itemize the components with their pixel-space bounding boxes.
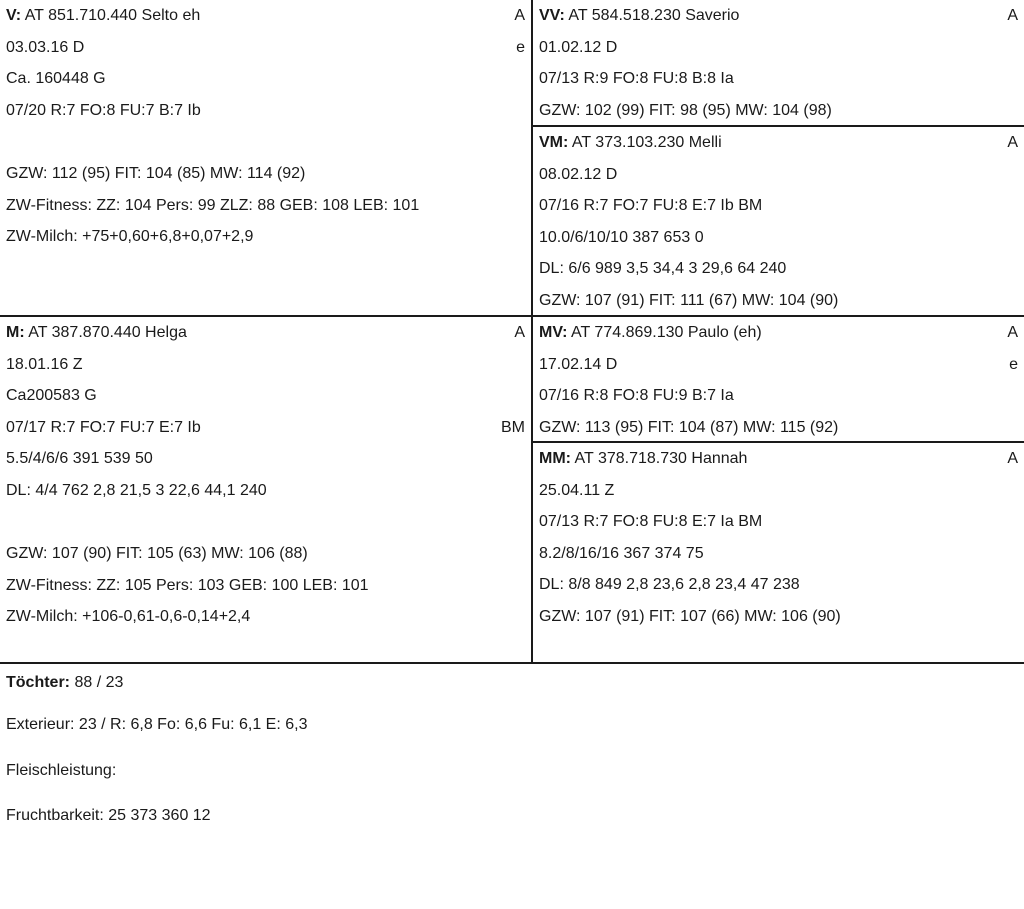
vm-row: 07/16 R:7 FO:7 FU:8 E:7 Ib BM xyxy=(539,197,763,215)
fleisch-line: Fleischleistung: xyxy=(6,761,117,779)
mm-row: 25.04.11 Z xyxy=(539,481,615,499)
daughters-line: Töchter: 88 / 23 xyxy=(6,674,124,691)
vm-row: GZW: 107 (91) FIT: 111 (67) MW: 104 (90) xyxy=(539,291,839,309)
sire-cell xyxy=(0,0,531,253)
mm-row: DL: 8/8 849 2,8 23,6 2,8 23,4 47 238 xyxy=(539,576,800,594)
sire-row: ZW-Milch: +75+0,60+6,8+0,07+2,9 xyxy=(6,228,254,246)
sire-row: ZW-Fitness: ZZ: 104 Pers: 99 ZLZ: 88 GEB: 108 LEB: 101 xyxy=(6,196,420,214)
dam-row: GZW: 107 (90) FIT: 105 (63) MW: 106 (88) xyxy=(6,545,308,563)
mv-row: 17.02.14 D e xyxy=(539,355,1018,373)
paternal-granddam-cell xyxy=(533,127,1024,317)
sire-tag: A xyxy=(514,7,525,24)
sire-header xyxy=(0,0,531,32)
mm-row: GZW: 107 (91) FIT: 107 (66) MW: 106 (90) xyxy=(539,607,841,625)
dam-row: DL: 4/4 762 2,8 21,5 3 22,6 44,1 240 xyxy=(6,481,267,499)
dam-row: 07/17 R:7 FO:7 FU:7 E:7 Ib BM xyxy=(6,418,525,436)
mm-row: 07/13 R:7 FO:8 FU:8 E:7 Ia BM xyxy=(539,513,763,531)
maternal-grandsire-cell xyxy=(533,317,1024,443)
dam-row: 5.5/4/6/6 391 539 50 xyxy=(6,450,153,468)
frucht-line: Fruchtbarkeit: 25 373 360 12 xyxy=(6,807,211,824)
mv-header: MV: AT 774.869.130 Paulo (eh) A xyxy=(539,324,1018,341)
dam-row: 18.01.16 Z xyxy=(6,355,83,373)
vm-row: 08.02.12 D xyxy=(539,165,618,183)
sire-row: GZW: 112 (95) FIT: 104 (85) MW: 114 (92) xyxy=(6,164,306,182)
vm-row: 10.0/6/10/10 387 653 0 xyxy=(539,228,704,246)
mv-row: GZW: 113 (95) FIT: 104 (87) MW: 115 (92) xyxy=(539,418,839,436)
exterieur-line: Exterieur: 23 / R: 6,8 Fo: 6,6 Fu: 6,1 E: 6,3 xyxy=(6,716,308,733)
vv-row: 07/13 R:9 FO:8 FU:8 B:8 Ia xyxy=(539,70,734,88)
vv-row: GZW: 102 (99) FIT: 98 (95) MW: 104 (98) xyxy=(539,101,832,119)
dam-row: ZW-Fitness: ZZ: 105 Pers: 103 GEB: 100 LEB: 101 xyxy=(6,576,369,594)
dam-header: M: AT 387.870.440 Helga A xyxy=(6,324,525,341)
vm-header: VM: AT 373.103.230 Melli A xyxy=(539,134,1018,151)
vv-header: VV: AT 584.518.230 Saverio A xyxy=(539,7,1018,24)
dam-row-empty xyxy=(0,507,531,539)
maternal-granddam-cell xyxy=(533,443,1024,633)
vm-row: DL: 6/6 989 3,5 34,4 3 29,6 64 240 xyxy=(539,260,787,278)
sire-row-empty xyxy=(0,126,531,158)
sire-label: V: xyxy=(6,7,22,24)
sire-row: Ca. 160448 G xyxy=(6,70,106,88)
mv-row: 07/16 R:8 FO:8 FU:9 B:7 Ia xyxy=(539,387,734,405)
sire-row: 03.03.16 D e xyxy=(6,38,525,56)
dam-cell xyxy=(0,317,531,633)
paternal-grandsire-cell xyxy=(533,0,1024,126)
sire-id: AT 851.710.440 Selto eh xyxy=(24,7,201,24)
mm-header: MM: AT 378.718.730 Hannah A xyxy=(539,450,1018,467)
vv-row: 01.02.12 D xyxy=(539,38,618,56)
sire-row: 07/20 R:7 FO:8 FU:7 B:7 Ib xyxy=(6,101,201,119)
mm-row: 8.2/8/16/16 367 374 75 xyxy=(539,544,704,562)
dam-row: Ca200583 G xyxy=(6,387,97,405)
offspring-summary xyxy=(0,664,1024,839)
dam-row: ZW-Milch: +106-0,61-0,6-0,14+2,4 xyxy=(6,608,251,626)
